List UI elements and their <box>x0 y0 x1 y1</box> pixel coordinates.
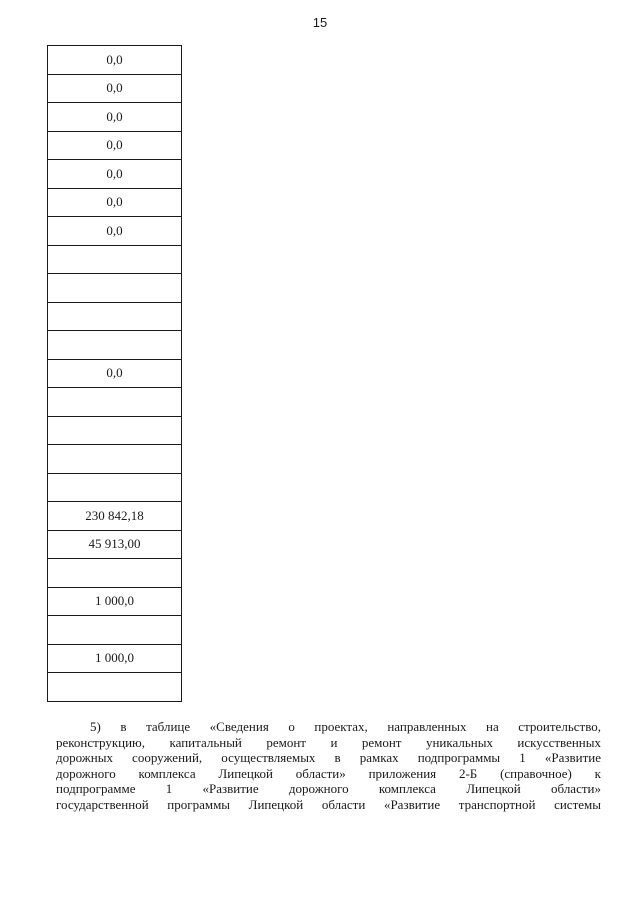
table-row <box>48 530 182 559</box>
table-row <box>48 302 182 331</box>
table-cell <box>48 616 182 645</box>
table-cell <box>48 559 182 588</box>
table-cell <box>48 388 182 417</box>
table-cell <box>48 274 182 303</box>
table-row <box>48 103 182 132</box>
table-row <box>48 559 182 588</box>
paragraph-line: дорожного комплекса Липецкой области» приложения 2-Б (справочное) к <box>56 765 601 781</box>
table-row <box>48 46 182 75</box>
table-row <box>48 673 182 702</box>
values-table <box>47 45 182 702</box>
table-row <box>48 274 182 303</box>
table-row <box>48 74 182 103</box>
page-number: 15 <box>312 15 328 30</box>
table-cell <box>48 416 182 445</box>
table-cell: 0,0 <box>48 46 182 75</box>
table-row <box>48 217 182 246</box>
table-cell: 0,0 <box>48 74 182 103</box>
paragraph-line: дорожных сооружений, осуществляемых в рамках подпрограммы 1 «Развитие <box>56 750 601 765</box>
table-cell: 0,0 <box>48 359 182 388</box>
paragraph-line: государственной программы Липецкой области «Развитие транспортной системы <box>56 796 601 812</box>
table-row <box>48 160 182 189</box>
table-cell <box>48 445 182 474</box>
table-cell: 0,0 <box>48 188 182 217</box>
table-row <box>48 416 182 445</box>
table-cell <box>48 473 182 502</box>
body-paragraph <box>56 719 601 812</box>
table-cell: 45 913,00 <box>48 530 182 559</box>
paragraph-line: подпрограмме 1 «Развитие дорожного комплекса Липецкой области» <box>56 781 601 796</box>
table-row <box>48 331 182 360</box>
table-cell <box>48 245 182 274</box>
table-cell <box>48 331 182 360</box>
table-cell: 0,0 <box>48 160 182 189</box>
table-row <box>48 131 182 160</box>
table-cell <box>48 673 182 702</box>
table-row <box>48 188 182 217</box>
table-row <box>48 473 182 502</box>
table-cell: 1 000,0 <box>48 644 182 673</box>
table-cell: 0,0 <box>48 131 182 160</box>
table-row <box>48 587 182 616</box>
table-row <box>48 388 182 417</box>
table-row <box>48 616 182 645</box>
table-cell: 0,0 <box>48 217 182 246</box>
paragraph-line: 5) в таблице «Сведения о проектах, направленных на строительство, <box>90 719 601 734</box>
paragraph-line: реконструкцию, капитальный ремонт и ремонт уникальных искусственных <box>56 734 601 750</box>
table-cell: 0,0 <box>48 103 182 132</box>
table-row <box>48 644 182 673</box>
table-row <box>48 245 182 274</box>
table-row <box>48 445 182 474</box>
table-row <box>48 359 182 388</box>
table-cell: 230 842,18 <box>48 502 182 531</box>
table-cell: 1 000,0 <box>48 587 182 616</box>
table-row <box>48 502 182 531</box>
table-cell <box>48 302 182 331</box>
